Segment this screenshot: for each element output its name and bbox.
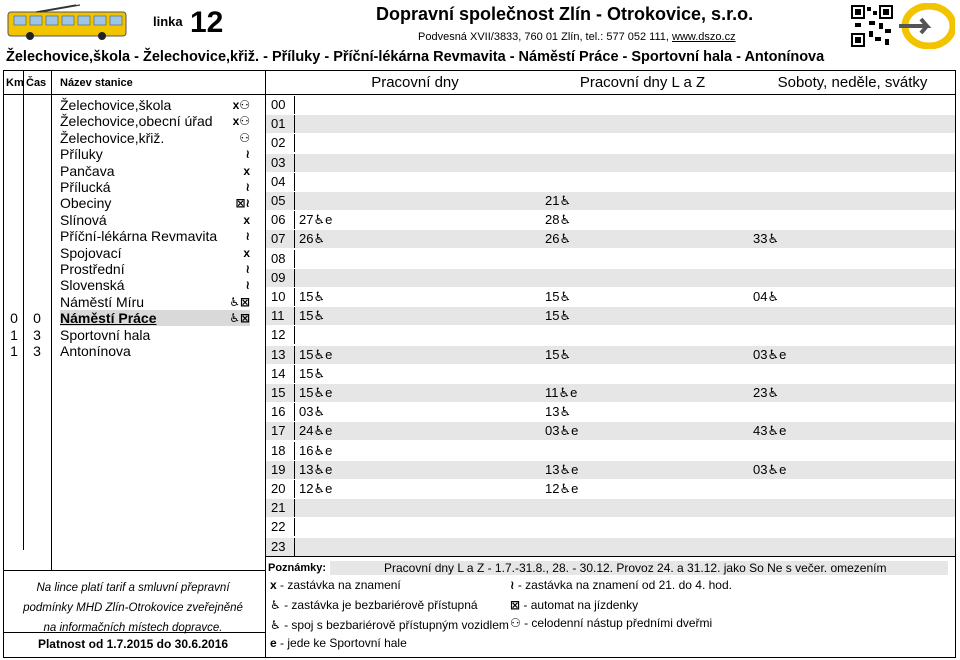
weekdays-header: Pracovní dny — [371, 74, 459, 91]
stop-km: 1 — [10, 327, 18, 343]
stop-name: Příluky — [60, 146, 103, 162]
line-label: linka — [153, 14, 183, 29]
stop-row — [60, 294, 250, 310]
stop-row — [60, 277, 250, 293]
hour-cell: 12 — [266, 326, 295, 344]
departure-minute: 03♿e — [545, 423, 579, 438]
departure-minute: 03♿e — [753, 462, 787, 477]
legend-item — [270, 578, 401, 592]
stop-name: Náměstí Míru — [60, 294, 145, 310]
stop-time: 3 — [33, 327, 41, 343]
hour-row — [266, 115, 955, 133]
stop-name: Prostřední — [60, 261, 125, 277]
hour-row — [266, 480, 955, 498]
wheelchair-icon: ♿ — [270, 618, 281, 632]
stop-name: Slínová — [60, 212, 107, 228]
departure-minute: 26♿ — [545, 231, 572, 246]
hour-row — [266, 96, 955, 114]
stop-name: Příční-lékárna Revmavita — [60, 228, 218, 244]
hour-row — [266, 269, 955, 287]
hour-cell: 01 — [266, 115, 295, 133]
weekend-header: Soboty, neděle, svátky — [777, 74, 928, 91]
legend-text: - celodenní nástup předními dveřmi — [520, 616, 713, 630]
header-divider — [3, 94, 956, 95]
hour-row — [266, 154, 955, 172]
hour-row — [266, 384, 955, 402]
front-door-icon: ⚇ — [510, 616, 521, 630]
notes-label: Poznámky: — [268, 562, 327, 574]
hour-row — [266, 461, 955, 479]
hour-cell: 23 — [266, 538, 295, 556]
hour-cell: 15 — [266, 384, 295, 402]
stop-name: Želechovice,škola — [60, 97, 172, 113]
stop-name: Obeciny — [60, 195, 112, 211]
sports-hall-symbol: e — [270, 636, 277, 650]
stop-km: 0 — [10, 310, 18, 326]
hour-cell: 05 — [266, 192, 295, 210]
legend-text: - zastávka na znamení od 21. do 4. hod. — [514, 578, 732, 592]
departure-minute: 15♿ — [545, 289, 572, 304]
stop-row — [60, 245, 250, 261]
stop-symbols: ♿⊠ — [229, 295, 250, 309]
hour-row — [266, 211, 955, 229]
stop-name-header: Název stanice — [60, 77, 133, 89]
stop-name: Přílucká — [60, 179, 111, 195]
departure-minute: 33♿ — [753, 231, 780, 246]
hour-cell: 18 — [266, 442, 295, 460]
stop-row — [60, 261, 250, 277]
legend-text: - zastávka je bezbariérově přístupná — [280, 598, 478, 612]
departure-minute: 15♿ — [545, 308, 572, 323]
stop-row — [60, 228, 250, 244]
hour-row — [266, 518, 955, 536]
hour-cell: 20 — [266, 480, 295, 498]
hour-cell: 02 — [266, 134, 295, 152]
tariff-note — [10, 578, 256, 638]
stop-row — [60, 130, 250, 146]
stop-symbols: ≀ — [245, 278, 250, 292]
stop-row — [60, 195, 250, 211]
cas-header: Čas — [26, 77, 47, 89]
departure-minute: 21♿ — [545, 193, 572, 208]
stop-symbols: x — [243, 246, 250, 260]
departure-minute: 24♿e — [299, 423, 333, 438]
qr-code-icon — [851, 5, 893, 47]
hour-cell: 03 — [266, 154, 295, 172]
stop-time: 3 — [33, 343, 41, 359]
departure-minute: 11♿e — [545, 385, 578, 400]
time-column-divider — [51, 70, 52, 570]
stop-row — [60, 146, 250, 162]
departure-minute: 15♿ — [299, 308, 326, 323]
stop-time: 0 — [33, 310, 41, 326]
hour-row — [266, 134, 955, 152]
hour-row — [266, 538, 955, 556]
stop-symbols: x — [243, 213, 250, 227]
stop-symbols: x — [243, 164, 250, 178]
hour-row — [266, 346, 955, 364]
hour-cell: 22 — [266, 518, 295, 536]
hour-row — [266, 288, 955, 306]
km-header: Km — [6, 77, 24, 89]
departure-minute: 15♿ — [299, 366, 326, 381]
legend-item — [510, 616, 712, 630]
company-name: Dopravní společnost Zlín - Otrokovice, s.r.o. — [376, 4, 754, 24]
notes-text: Pracovní dny L a Z - 1.7.-31.8., 28. - 30.12. Provoz 24. a 31.12. jako So Ne s večer. omezením — [384, 561, 887, 575]
stop-name: Pančava — [60, 163, 115, 179]
departure-minute: 16♿e — [299, 443, 333, 458]
stop-row — [60, 97, 250, 113]
hour-row — [266, 499, 955, 517]
departure-minute: 43♿e — [753, 423, 787, 438]
hour-cell: 16 — [266, 403, 295, 421]
hour-row — [266, 307, 955, 325]
tariff-line: na informačních místech dopravce. — [43, 622, 223, 634]
hour-cell: 09 — [266, 269, 295, 287]
hour-cell: 13 — [266, 346, 295, 364]
stop-symbols: ≀ — [245, 229, 250, 243]
legend-item — [510, 578, 732, 592]
weekdays-lz-header: Pracovní dny L a Z — [579, 74, 706, 91]
hour-cell: 04 — [266, 173, 295, 191]
company-address — [418, 31, 736, 43]
stop-name: Želechovice,křiž. — [60, 130, 165, 146]
hours-bottom-divider — [266, 556, 956, 557]
departure-minute: 26♿ — [299, 231, 326, 246]
stop-symbols: ⚇ — [239, 131, 250, 145]
stop-symbols: ≀ — [245, 147, 250, 161]
legend-text: - jede ke Sportovní hale — [276, 636, 407, 650]
departure-minute: 23♿ — [753, 385, 780, 400]
stop-name: Slovenská — [60, 277, 125, 293]
stop-row — [60, 113, 250, 129]
hour-cell: 14 — [266, 365, 295, 383]
company-logo-icon — [897, 3, 955, 49]
legend-item — [510, 598, 638, 612]
hour-cell: 08 — [266, 250, 295, 268]
departure-minute: 03♿e — [753, 347, 787, 362]
night-request-icon: ≀ — [510, 578, 515, 592]
hour-row — [266, 422, 955, 440]
hour-row — [266, 173, 955, 191]
hour-cell: 10 — [266, 288, 295, 306]
stop-name: Želechovice,obecní úřad — [60, 113, 213, 129]
stop-row — [60, 343, 250, 359]
departure-minute: 13♿e — [299, 462, 333, 477]
departure-minute: 27♿e — [299, 212, 333, 227]
ticket-machine-icon: ⊠ — [510, 598, 521, 612]
notes-divider — [3, 570, 266, 571]
legend-text: - zastávka na znamení — [276, 578, 401, 592]
stop-row — [60, 310, 250, 326]
stop-symbols: x⚇ — [232, 114, 250, 128]
stop-row — [60, 163, 250, 179]
validity-period: Platnost od 1.7.2015 do 30.6.2016 — [37, 637, 229, 651]
stop-row — [60, 212, 250, 228]
stop-name: Sportovní hala — [60, 327, 151, 343]
departure-minute: 13♿ — [545, 404, 572, 419]
departure-minute: 28♿ — [545, 212, 572, 227]
hour-row — [266, 250, 955, 268]
km-column-divider — [23, 70, 24, 550]
hour-cell: 17 — [266, 422, 295, 440]
hour-row — [266, 442, 955, 460]
stop-row — [60, 179, 250, 195]
stop-row — [60, 327, 250, 343]
departure-minute: 03♿ — [299, 404, 326, 419]
stop-symbols: x⚇ — [232, 98, 250, 112]
hour-cell: 21 — [266, 499, 295, 517]
hour-cell: 06 — [266, 211, 295, 229]
tariff-line: podmínky MHD Zlín-Otrokovice zveřejněné — [23, 602, 243, 614]
hour-cell: 19 — [266, 461, 295, 479]
stop-symbols: ≀ — [245, 262, 250, 276]
website-link[interactable]: www.dszo.cz — [672, 31, 736, 43]
stop-name: Antonínova — [60, 343, 131, 359]
stop-km: 1 — [10, 343, 18, 359]
hour-cell: 00 — [266, 96, 295, 114]
request-stop-symbol: x — [270, 578, 277, 592]
hour-row — [266, 192, 955, 210]
legend-item — [270, 636, 407, 650]
route-description: Želechovice,škola - Želechovice,křiž. - Příluky - Příční-lékárna Revmavita - Náměstí Práce - Sportovní hala - Antonínova — [6, 49, 825, 65]
stop-name: Náměstí Práce — [60, 310, 157, 326]
trolleybus-icon — [6, 4, 128, 42]
departure-minute: 12♿e — [545, 481, 579, 496]
legend-item — [270, 598, 478, 612]
tariff-line: Na lince platí tarif a smluvní přepravní — [36, 582, 230, 594]
address-text: Podvesná XVII/3833, 760 01 Zlín, tel.: 577 052 111, — [418, 31, 672, 43]
line-number: 12 — [190, 6, 224, 39]
legend-text: - spoj s bezbariérově přístupným vozidlem — [280, 618, 509, 632]
departure-minute: 13♿e — [545, 462, 579, 477]
stop-symbols: ≀ — [245, 180, 250, 194]
departure-minute: 15♿ — [299, 289, 326, 304]
legend-text: - automat na jízdenky — [520, 598, 639, 612]
hour-row — [266, 365, 955, 383]
stop-symbols: ♿⊠ — [229, 311, 250, 325]
hour-row — [266, 230, 955, 248]
hour-cell: 07 — [266, 230, 295, 248]
stop-name: Spojovací — [60, 245, 122, 261]
hour-row — [266, 326, 955, 344]
wheelchair-icon: ♿ — [270, 598, 281, 612]
stop-symbols: ⊠≀ — [235, 196, 250, 210]
departure-minute: 15♿e — [299, 385, 333, 400]
departure-minute: 04♿ — [753, 289, 780, 304]
departure-minute: 15♿e — [299, 347, 333, 362]
departure-minute: 15♿ — [545, 347, 572, 362]
departure-minute: 12♿e — [299, 481, 333, 496]
legend-item — [270, 618, 509, 632]
hour-row — [266, 403, 955, 421]
hour-cell: 11 — [266, 307, 295, 325]
